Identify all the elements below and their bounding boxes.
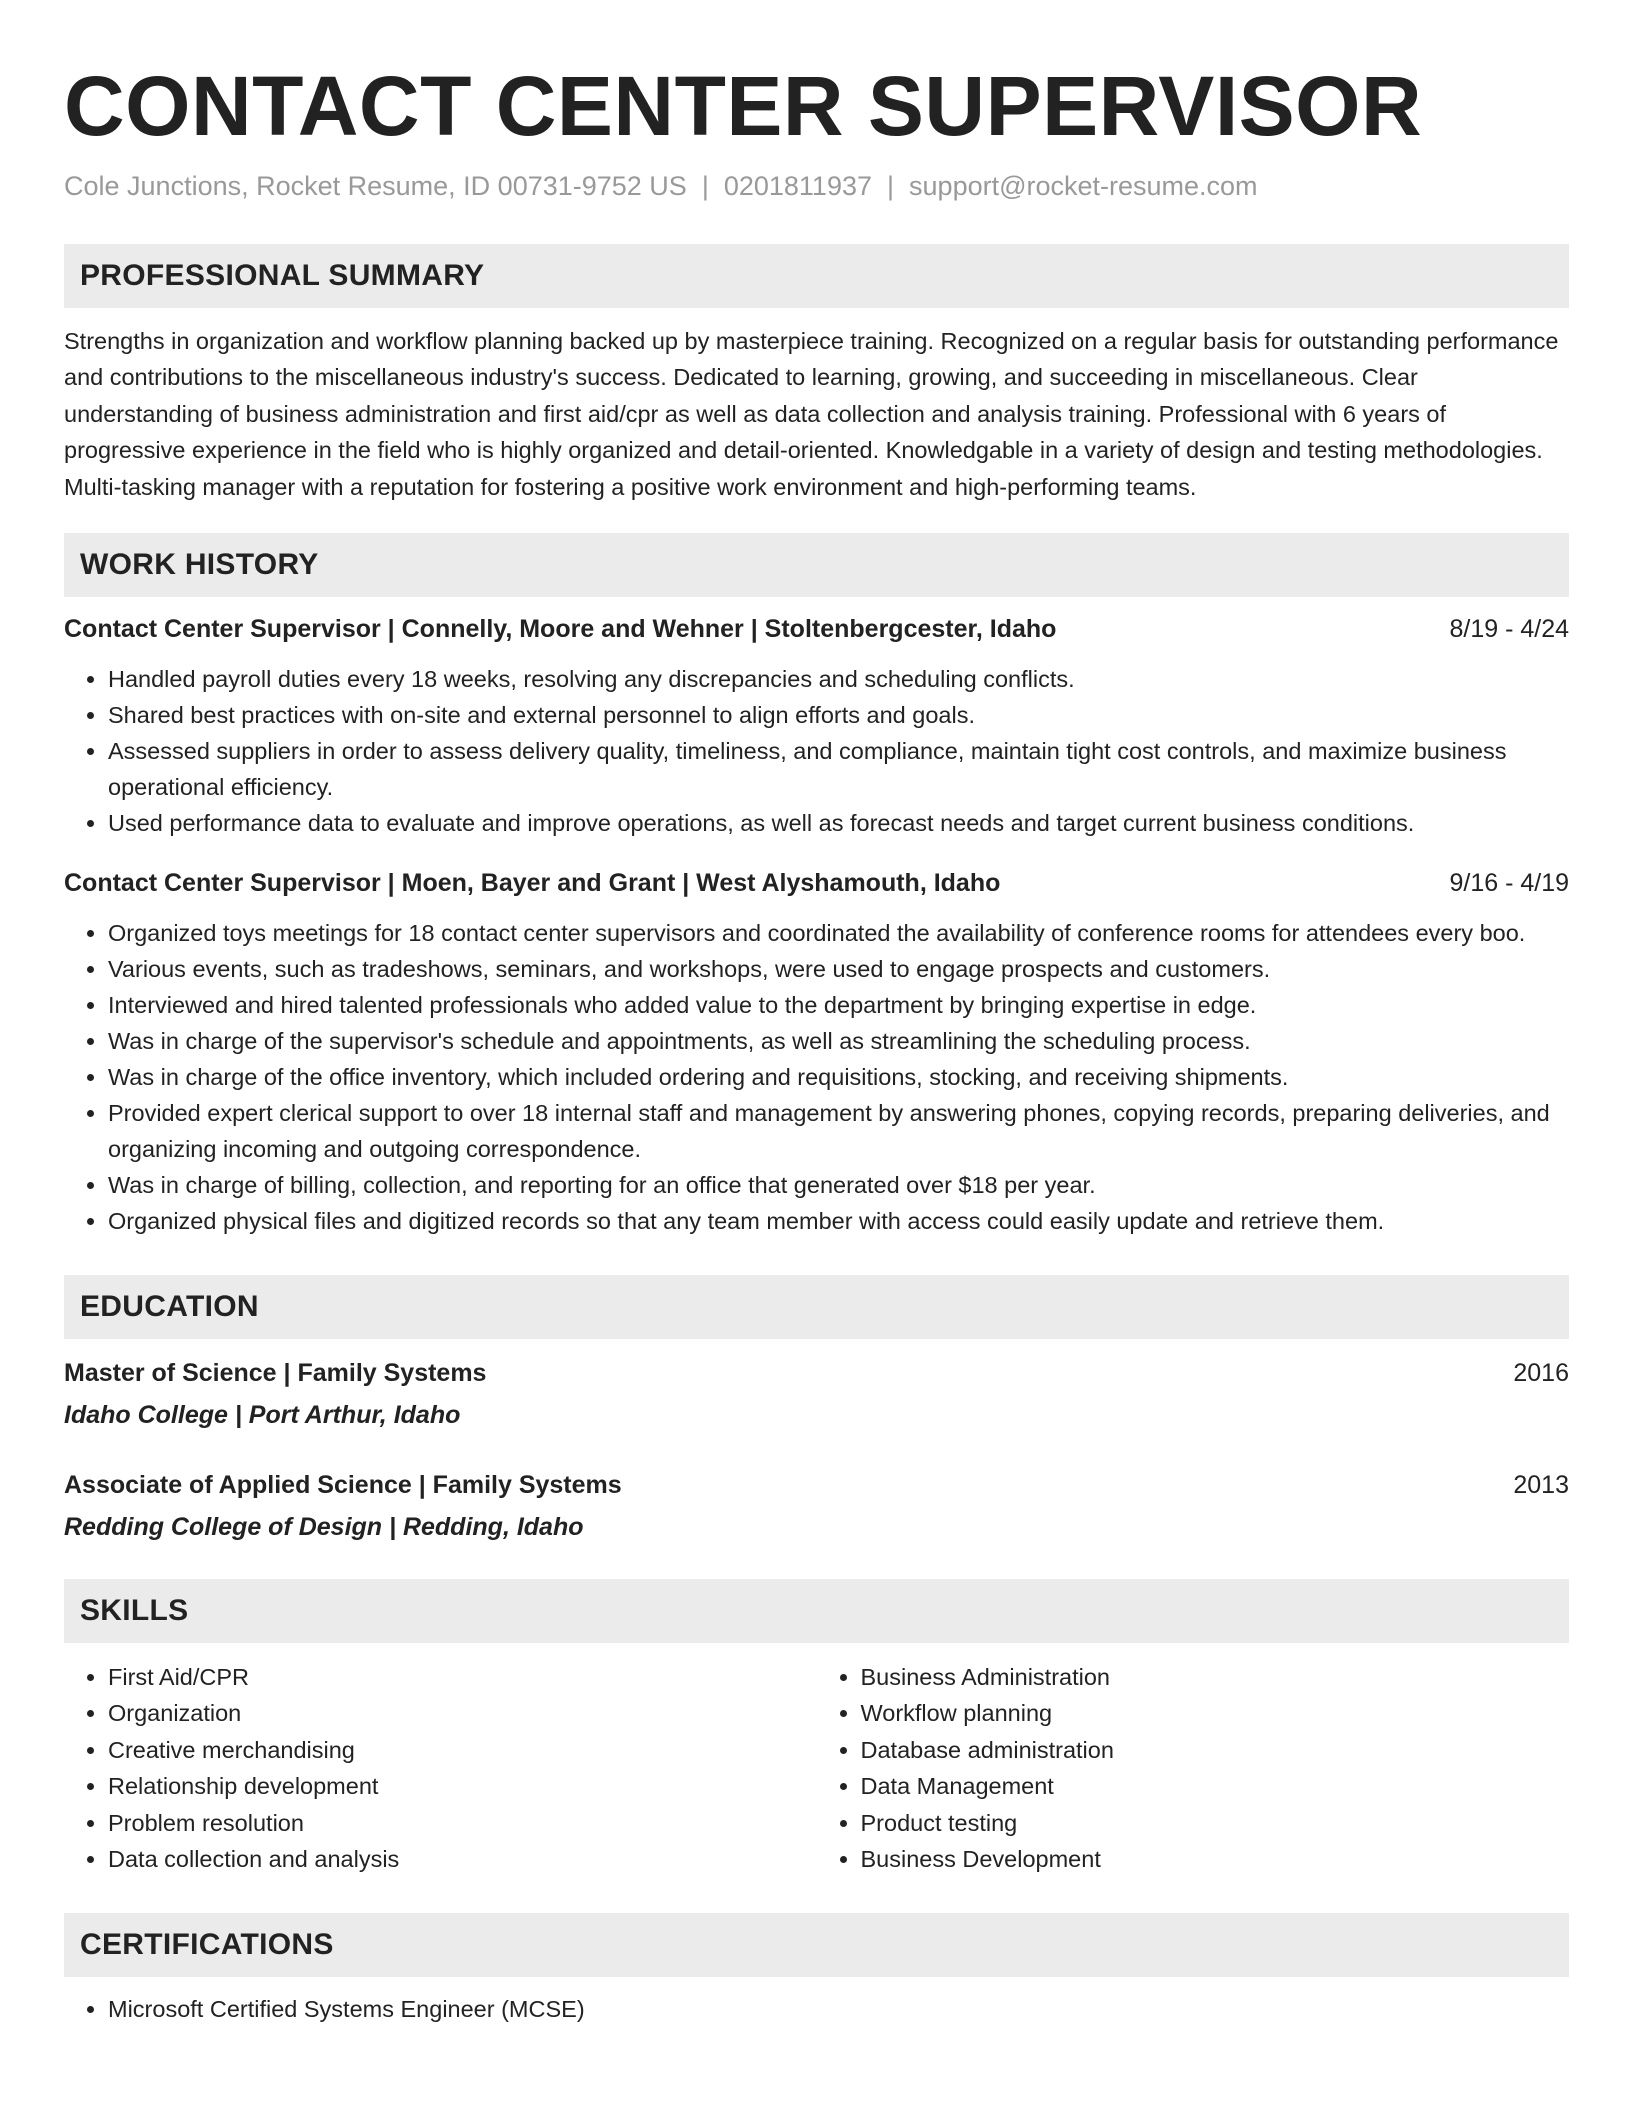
- job-bullet: • Assessed suppliers in order to assess delivery quality, timeliness, and compliance, maintain tight cost controls, and maximize business operational efficiency.: [108, 733, 1569, 805]
- skills-column-right: [817, 1659, 1570, 1877]
- education-year: 2013: [1513, 1471, 1569, 1500]
- education-year: 2016: [1513, 1359, 1569, 1388]
- section-heading-work-history: WORK HISTORY: [64, 533, 1569, 597]
- certifications-list: [64, 1991, 1569, 2027]
- job-entry: [64, 611, 1569, 841]
- section-heading-summary: PROFESSIONAL SUMMARY: [64, 244, 1569, 308]
- skill-item: • First Aid/CPR: [108, 1659, 817, 1695]
- job-entry: [64, 865, 1569, 1239]
- job-bullet: • Was in charge of the office inventory, which included ordering and requisitions, stocking, and receiving shipments.: [108, 1059, 1569, 1095]
- job-bullet: • Provided expert clerical support to over 18 internal staff and management by answering phones, copying records, preparing deliveries, and organizing incoming and outgoing correspondence.: [108, 1095, 1569, 1167]
- job-header: [64, 865, 1569, 901]
- job-bullet: • Was in charge of the supervisor's schedule and appointments, as well as streamlining the scheduling process.: [108, 1023, 1569, 1059]
- job-bullet: • Organized physical files and digitized records so that any team member with access could easily update and retrieve them.: [108, 1203, 1569, 1239]
- job-title: Contact Center Supervisor | Moen, Bayer and Grant | West Alyshamouth, Idaho: [64, 869, 1001, 898]
- job-header: [64, 611, 1569, 647]
- section-heading-education: EDUCATION: [64, 1275, 1569, 1339]
- contact-separator: |: [887, 171, 895, 201]
- education-degree: Master of Science | Family Systems: [64, 1359, 487, 1388]
- job-bullets: [64, 915, 1569, 1239]
- education-header: [64, 1355, 1569, 1391]
- skill-item: • Problem resolution: [108, 1805, 817, 1841]
- job-bullet: • Organized toys meetings for 18 contact center supervisors and coordinated the availability of conference rooms for attendees every boo.: [108, 915, 1569, 951]
- contact-separator: |: [701, 171, 709, 201]
- skill-item: • Creative merchandising: [108, 1732, 817, 1768]
- job-bullet: • Shared best practices with on-site and external personnel to align efforts and goals.: [108, 697, 1569, 733]
- education-degree: Associate of Applied Science | Family Systems: [64, 1471, 622, 1500]
- education-header: [64, 1467, 1569, 1503]
- section-heading-skills: SKILLS: [64, 1579, 1569, 1643]
- job-dates: 8/19 - 4/24: [1449, 615, 1569, 644]
- job-title: Contact Center Supervisor | Connelly, Moore and Wehner | Stoltenbergcester, Idaho: [64, 615, 1057, 644]
- job-bullet: • Various events, such as tradeshows, seminars, and workshops, were used to engage prospects and customers.: [108, 951, 1569, 987]
- education-school: Idaho College | Port Arthur, Idaho: [64, 1401, 461, 1430]
- skill-item: • Database administration: [861, 1732, 1570, 1768]
- job-bullet: • Handled payroll duties every 18 weeks, resolving any discrepancies and scheduling conflicts.: [108, 661, 1569, 697]
- contact-phone: 0201811937: [723, 171, 873, 201]
- skill-item: • Business Development: [861, 1841, 1570, 1877]
- job-dates: 9/16 - 4/19: [1449, 869, 1569, 898]
- job-bullet: • Interviewed and hired talented professionals who added value to the department by bringing expertise in edge.: [108, 987, 1569, 1023]
- skill-item: • Data Management: [861, 1768, 1570, 1804]
- summary-text: Strengths in organization and workflow planning backed up by masterpiece training. Recognized on a regular basis for outstanding performance and contributions to the miscellaneous industry's success. Dedicated to learning, growing, and succeeding in miscellaneous. Clear understanding of business administration and first aid/cpr as well as data collection and analysis training. Professional with 6 years of progressive experience in the field who is highly organized and detail-oriented. Knowledgable in a variety of design and testing methodologies. Multi-tasking manager with a reputation for fostering a positive work environment and high-performing teams.: [64, 328, 1559, 500]
- contact-email: support@rocket-resume.com: [909, 171, 1258, 201]
- skill-item: • Business Administration: [861, 1659, 1570, 1695]
- section-heading-certifications: CERTIFICATIONS: [64, 1913, 1569, 1977]
- skill-item: • Workflow planning: [861, 1695, 1570, 1731]
- job-bullet: • Used performance data to evaluate and improve operations, as well as forecast needs and target current business conditions.: [108, 805, 1569, 841]
- job-bullet: • Was in charge of billing, collection, and reporting for an office that generated over $18 per year.: [108, 1167, 1569, 1203]
- contact-line: [64, 168, 1569, 204]
- education-school: Redding College of Design | Redding, Idaho: [64, 1513, 584, 1542]
- education-entry: [64, 1467, 1569, 1547]
- skill-item: • Product testing: [861, 1805, 1570, 1841]
- skills-column-left: [64, 1659, 817, 1877]
- skills-grid: [64, 1659, 1569, 1877]
- skill-item: • Relationship development: [108, 1768, 817, 1804]
- certification-item: • Microsoft Certified Systems Engineer (MCSE): [108, 1991, 1569, 2027]
- skill-item: • Organization: [108, 1695, 817, 1731]
- contact-address: Cole Junctions, Rocket Resume, ID 00731-9752 US: [64, 171, 687, 201]
- job-bullets: [64, 661, 1569, 841]
- education-entry: [64, 1355, 1569, 1435]
- skill-item: • Data collection and analysis: [108, 1841, 817, 1877]
- candidate-name: CONTACT CENTER SUPERVISOR: [64, 59, 1423, 153]
